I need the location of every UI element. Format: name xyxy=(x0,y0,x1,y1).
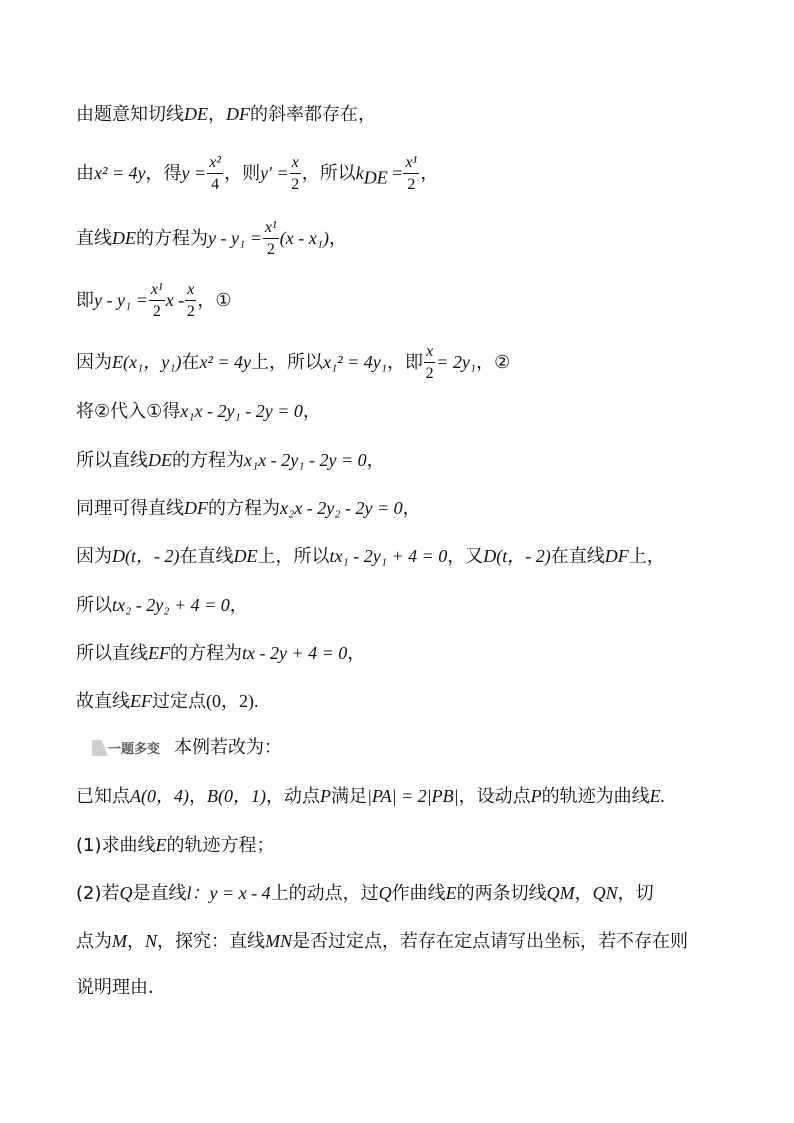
math-P: P xyxy=(319,786,331,806)
denominator: 2 xyxy=(425,365,434,382)
line-11 xyxy=(76,642,365,665)
text: ， xyxy=(420,163,439,184)
text: 的斜率都存在， xyxy=(250,104,376,125)
line-12 xyxy=(76,690,259,713)
math-DE: DE xyxy=(233,546,258,566)
math-EF: EF xyxy=(130,691,152,711)
text: 是直线 xyxy=(132,883,187,904)
text: ， xyxy=(208,104,226,125)
text: 上，所以 xyxy=(251,352,324,373)
numerator: x¹ xyxy=(403,155,419,174)
fraction xyxy=(207,155,223,193)
math-QN: QN xyxy=(592,883,618,903)
text: 的轨迹为曲线 xyxy=(541,786,650,807)
text: 所以直线 xyxy=(76,450,148,471)
text: 的方程为 xyxy=(172,450,244,471)
math-M: M xyxy=(112,931,127,951)
math-equation: tx - 2y + 4 = 0 xyxy=(242,643,348,663)
text: ， xyxy=(329,228,348,249)
line-1 xyxy=(76,103,376,126)
math-Q: Q xyxy=(119,883,133,903)
text: 同理可得直线 xyxy=(76,498,184,519)
text: 的两条切线 xyxy=(456,883,547,904)
text: 本例若改为： xyxy=(174,737,282,758)
line-2 xyxy=(76,155,438,193)
text: ，切 xyxy=(617,883,654,904)
text: 上的动点，过 xyxy=(270,883,379,904)
text: 直线 xyxy=(76,228,112,249)
fraction xyxy=(424,344,435,382)
text: 上， xyxy=(628,546,665,567)
math-DE: DE xyxy=(184,104,208,124)
numerator: x¹ xyxy=(263,220,279,239)
math-point: (0，2). xyxy=(206,691,259,711)
math-point: D(t，- 2) xyxy=(483,546,551,566)
line-17 xyxy=(76,930,688,953)
text: 过定点 xyxy=(152,691,206,712)
math-Q: Q xyxy=(378,883,392,903)
math-equation: tx₂ - 2y₂ + 4 = 0 xyxy=(112,595,230,615)
text: ， xyxy=(127,931,145,952)
text: 在 xyxy=(181,352,200,373)
numerator: x¹ xyxy=(149,282,165,301)
text: ， xyxy=(188,786,207,807)
math-equation: x² = 4y xyxy=(199,352,252,372)
math-equation: y = xyxy=(181,163,207,183)
text: ， xyxy=(302,401,321,422)
text: ， xyxy=(574,883,593,904)
math-equation: x₁x - 2y₁ - 2y = 0 xyxy=(180,401,303,421)
text: 已知点 xyxy=(76,786,130,807)
math-equation: |PA| = 2|PB| xyxy=(366,786,459,806)
fraction xyxy=(403,155,419,193)
text: 作曲线 xyxy=(391,883,446,904)
text: ， xyxy=(366,450,385,471)
denominator: 2 xyxy=(291,176,300,193)
numerator: x xyxy=(424,344,435,363)
fraction xyxy=(263,220,279,258)
math-point: A(0，4) xyxy=(130,786,189,806)
text: 即 xyxy=(76,290,94,311)
math-subscript: DE xyxy=(363,167,388,188)
math-point: E(x₁，y₁) xyxy=(112,352,182,372)
math-equation: l：y = x - 4 xyxy=(186,883,271,903)
text: ，又 xyxy=(447,546,484,567)
numerator: x² xyxy=(207,155,223,174)
text: ，动点 xyxy=(265,786,320,807)
text: ， xyxy=(347,643,366,664)
text: 在直线 xyxy=(179,546,234,567)
math-equation: x₂x - 2y₂ - 2y = 0 xyxy=(280,498,403,518)
math-N: N xyxy=(145,931,158,951)
line-5 xyxy=(76,344,510,382)
denominator: 4 xyxy=(211,176,220,193)
math-equation: x² = 4y xyxy=(94,163,146,183)
text: ，得 xyxy=(145,163,182,184)
text: 满足 xyxy=(330,786,367,807)
text: ，所以 xyxy=(301,163,356,184)
line-14 xyxy=(76,785,665,808)
math-QM: QM xyxy=(546,883,575,903)
text: ，设动点 xyxy=(458,786,531,807)
denominator: 2 xyxy=(266,241,275,258)
badge-label: 一题多变 xyxy=(108,742,161,757)
math-equation: y - y₁ = xyxy=(208,228,262,248)
math-E: E xyxy=(155,835,167,855)
math-DF: DF xyxy=(604,546,629,566)
text: ，则 xyxy=(224,163,261,184)
math-equation: = 2y₁ xyxy=(436,352,477,372)
math-E: E. xyxy=(649,786,666,806)
math-MN: MN xyxy=(265,931,293,951)
variant-badge xyxy=(92,738,170,758)
numerator: x xyxy=(185,282,196,301)
math-equation: (x - x₁) xyxy=(279,228,330,248)
line-6 xyxy=(76,400,321,423)
text: 所以直线 xyxy=(76,643,148,664)
numerator: x xyxy=(290,155,301,174)
math-equals: = xyxy=(387,163,403,183)
math-P: P xyxy=(530,786,542,806)
line-16 xyxy=(76,882,654,905)
text: 说明理由． xyxy=(76,977,166,998)
text: 的方程为 xyxy=(208,498,280,519)
line-3 xyxy=(76,220,347,258)
text: 的方程为 xyxy=(170,643,242,664)
text: ，② xyxy=(476,352,511,373)
text: 因为 xyxy=(76,546,112,567)
line-9 xyxy=(76,545,665,568)
line-8 xyxy=(76,497,421,520)
fraction xyxy=(185,282,196,320)
line-13 xyxy=(92,737,282,759)
math-equation: tx₁ - 2y₁ + 4 = 0 xyxy=(329,546,448,566)
text: ，即 xyxy=(387,352,424,373)
badge-marker xyxy=(92,740,108,756)
fraction xyxy=(149,282,165,320)
text: ，① xyxy=(197,290,232,311)
text: 所以 xyxy=(76,595,112,616)
line-18 xyxy=(76,977,166,999)
math-point: B(0，1) xyxy=(206,786,266,806)
text: 点为 xyxy=(76,931,112,952)
math-equation: y - y₁ = xyxy=(94,290,148,310)
text: 因为 xyxy=(76,352,112,373)
text: (1)求曲线 xyxy=(76,835,156,856)
text: 的轨迹方程； xyxy=(166,835,275,856)
line-10 xyxy=(76,594,248,617)
denominator: 2 xyxy=(407,176,416,193)
math-k: k xyxy=(355,163,364,183)
math-DE: DE xyxy=(148,450,172,470)
text: 故直线 xyxy=(76,691,130,712)
math-DF: DF xyxy=(226,104,250,124)
math-equation: x₁x - 2y₁ - 2y = 0 xyxy=(244,450,367,470)
math-DE: DE xyxy=(112,228,136,248)
text: 将②代入①得 xyxy=(76,401,181,422)
math-EF: EF xyxy=(148,643,170,663)
text: ， xyxy=(229,595,248,616)
line-15 xyxy=(76,834,275,857)
text: 在直线 xyxy=(550,546,605,567)
math-equation: x - xyxy=(165,290,185,310)
text: 的方程为 xyxy=(136,228,208,249)
fraction xyxy=(290,155,301,193)
math-equation: y′ = xyxy=(260,163,289,183)
line-4 xyxy=(76,282,232,320)
text: 由 xyxy=(76,163,94,184)
text: 上，所以 xyxy=(257,546,330,567)
line-7 xyxy=(76,449,385,472)
text: ， xyxy=(402,498,421,519)
math-point: D(t，- 2) xyxy=(112,546,180,566)
text: 由题意知切线 xyxy=(76,104,184,125)
denominator: 2 xyxy=(186,303,195,320)
text: (2)若 xyxy=(76,883,120,904)
denominator: 2 xyxy=(152,303,161,320)
text: 是否过定点，若存在定点请写出坐标，若不存在则 xyxy=(292,931,689,952)
math-E: E xyxy=(445,883,457,903)
math-equation: x₁² = 4y₁ xyxy=(323,352,388,372)
math-DF: DF xyxy=(184,498,208,518)
text: ，探究：直线 xyxy=(157,931,266,952)
